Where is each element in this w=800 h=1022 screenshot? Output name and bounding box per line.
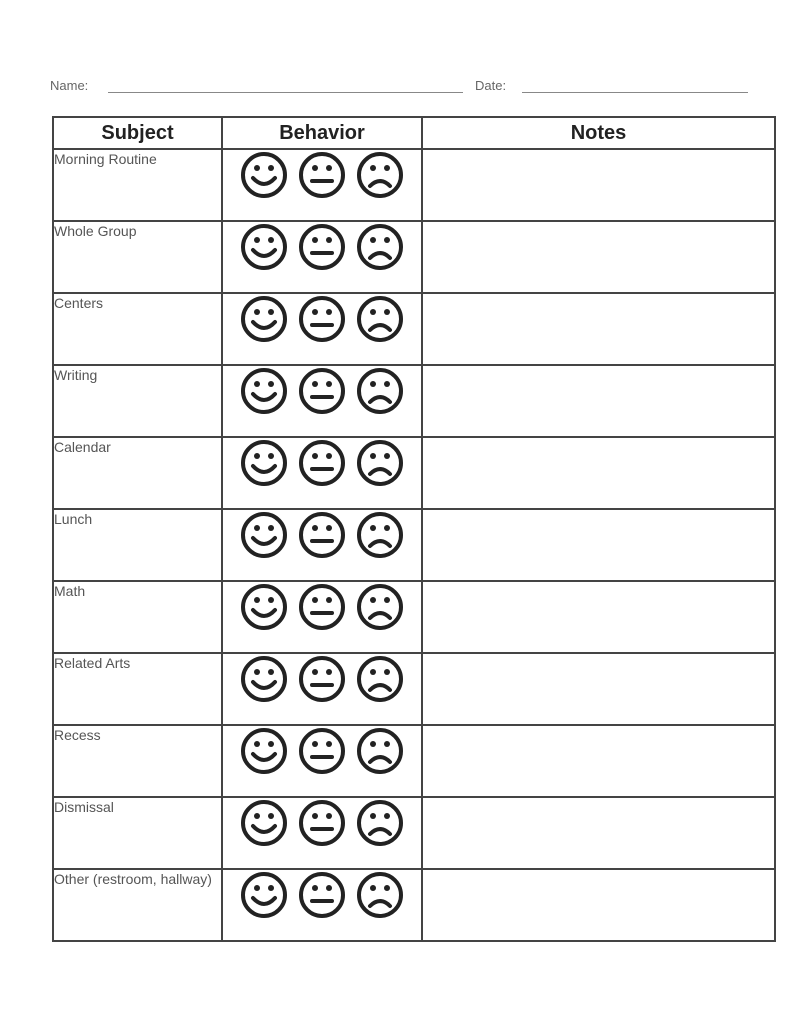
column-header-subject: Subject — [53, 117, 222, 149]
subject-cell: Math — [53, 581, 222, 653]
notes-cell[interactable] — [422, 221, 775, 293]
notes-cell[interactable] — [422, 365, 775, 437]
table-row — [53, 797, 775, 869]
subject-cell: Whole Group — [53, 221, 222, 293]
neutral-face-icon[interactable] — [297, 222, 347, 272]
behavior-cell — [222, 653, 422, 725]
sad-face-icon[interactable] — [355, 798, 405, 848]
subject-cell: Calendar — [53, 437, 222, 509]
table-row — [53, 509, 775, 581]
behavior-cell — [222, 725, 422, 797]
behavior-faces — [223, 438, 421, 488]
table-row — [53, 365, 775, 437]
behavior-cell — [222, 221, 422, 293]
sad-face-icon[interactable] — [355, 582, 405, 632]
neutral-face-icon[interactable] — [297, 510, 347, 560]
notes-cell[interactable] — [422, 797, 775, 869]
behavior-faces — [223, 870, 421, 920]
subject-cell: Other (restroom, hallway) — [53, 869, 222, 941]
happy-face-icon[interactable] — [239, 654, 289, 704]
happy-face-icon[interactable] — [239, 870, 289, 920]
behavior-cell — [222, 581, 422, 653]
notes-cell[interactable] — [422, 581, 775, 653]
neutral-face-icon[interactable] — [297, 582, 347, 632]
happy-face-icon[interactable] — [239, 366, 289, 416]
sad-face-icon[interactable] — [355, 294, 405, 344]
behavior-cell — [222, 149, 422, 221]
column-header-notes: Notes — [422, 117, 775, 149]
behavior-faces — [223, 366, 421, 416]
neutral-face-icon[interactable] — [297, 294, 347, 344]
date-field[interactable] — [522, 92, 748, 93]
subject-cell: Dismissal — [53, 797, 222, 869]
happy-face-icon[interactable] — [239, 582, 289, 632]
name-label: Name: — [50, 78, 89, 93]
table-row — [53, 149, 775, 221]
happy-face-icon[interactable] — [239, 510, 289, 560]
behavior-cell — [222, 365, 422, 437]
behavior-faces — [223, 726, 421, 776]
date-label: Date: — [475, 78, 507, 93]
sad-face-icon[interactable] — [355, 150, 405, 200]
table-row — [53, 725, 775, 797]
sad-face-icon[interactable] — [355, 366, 405, 416]
table-row — [53, 221, 775, 293]
behavior-cell — [222, 797, 422, 869]
happy-face-icon[interactable] — [239, 726, 289, 776]
behavior-faces — [223, 294, 421, 344]
behavior-cell — [222, 293, 422, 365]
header-row — [53, 117, 775, 149]
table-row — [53, 653, 775, 725]
behavior-faces — [223, 654, 421, 704]
sad-face-icon[interactable] — [355, 726, 405, 776]
notes-cell[interactable] — [422, 149, 775, 221]
neutral-face-icon[interactable] — [297, 150, 347, 200]
subject-cell: Recess — [53, 725, 222, 797]
name-field[interactable] — [108, 92, 463, 93]
behavior-faces — [223, 798, 421, 848]
sad-face-icon[interactable] — [355, 222, 405, 272]
behavior-faces — [223, 582, 421, 632]
column-header-behavior: Behavior — [222, 117, 422, 149]
neutral-face-icon[interactable] — [297, 726, 347, 776]
sad-face-icon[interactable] — [355, 654, 405, 704]
table-row — [53, 869, 775, 941]
sad-face-icon[interactable] — [355, 870, 405, 920]
table-row — [53, 581, 775, 653]
notes-cell[interactable] — [422, 653, 775, 725]
sad-face-icon[interactable] — [355, 438, 405, 488]
name-date-header — [50, 78, 710, 98]
behavior-chart — [52, 116, 776, 942]
happy-face-icon[interactable] — [239, 438, 289, 488]
subject-cell: Centers — [53, 293, 222, 365]
behavior-faces — [223, 150, 421, 200]
subject-cell: Writing — [53, 365, 222, 437]
notes-cell[interactable] — [422, 509, 775, 581]
subject-cell: Morning Routine — [53, 149, 222, 221]
happy-face-icon[interactable] — [239, 798, 289, 848]
behavior-cell — [222, 869, 422, 941]
table-row — [53, 437, 775, 509]
table-row — [53, 293, 775, 365]
neutral-face-icon[interactable] — [297, 870, 347, 920]
behavior-cell — [222, 509, 422, 581]
subject-cell: Related Arts — [53, 653, 222, 725]
notes-cell[interactable] — [422, 725, 775, 797]
happy-face-icon[interactable] — [239, 150, 289, 200]
notes-cell[interactable] — [422, 293, 775, 365]
neutral-face-icon[interactable] — [297, 438, 347, 488]
behavior-faces — [223, 510, 421, 560]
notes-cell[interactable] — [422, 869, 775, 941]
notes-cell[interactable] — [422, 437, 775, 509]
behavior-faces — [223, 222, 421, 272]
behavior-cell — [222, 437, 422, 509]
happy-face-icon[interactable] — [239, 222, 289, 272]
subject-cell: Lunch — [53, 509, 222, 581]
sad-face-icon[interactable] — [355, 510, 405, 560]
neutral-face-icon[interactable] — [297, 654, 347, 704]
happy-face-icon[interactable] — [239, 294, 289, 344]
neutral-face-icon[interactable] — [297, 366, 347, 416]
neutral-face-icon[interactable] — [297, 798, 347, 848]
